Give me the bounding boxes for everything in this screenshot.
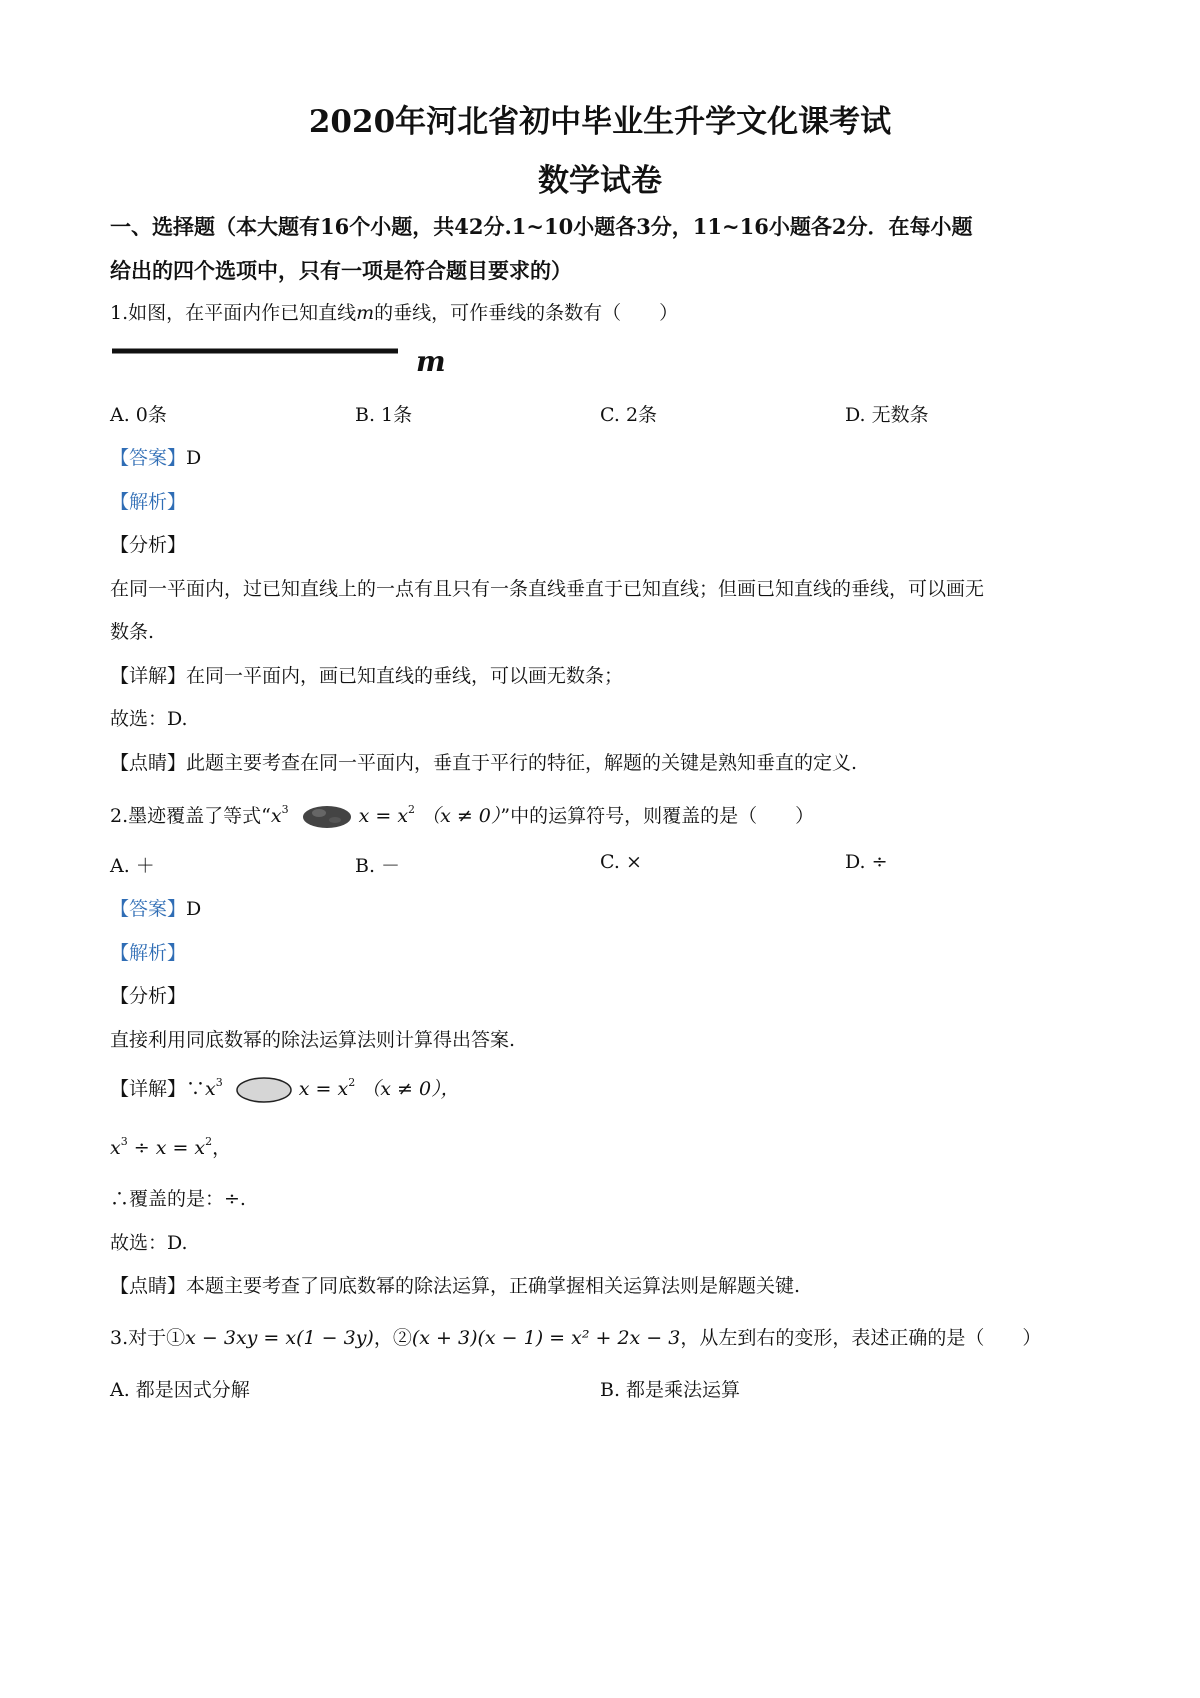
section-heading-line2: 给出的四个选项中，只有一项是符合题目要求的） [110, 258, 572, 283]
answer-value: D [186, 898, 202, 920]
q1-analysis-tag: 【解析】 [110, 491, 187, 513]
page-subtitle: 数学试卷 [538, 163, 662, 199]
q2-detail-prefix: 【详解】∵ [110, 1078, 206, 1100]
q2-calc: $x^3 \div x = x^2$， [110, 1135, 232, 1159]
q2-stem-before: 2.墨迹覆盖了等式“ [110, 805, 271, 827]
answer-value: D [186, 447, 202, 469]
page-title: 2020年河北省初中毕业生升学文化课考试 [308, 104, 892, 140]
section-heading-line1: 一、选择题（本大题有16个小题，共42分.1~10小题各3分，11~16小题各2分．在每小题 [110, 214, 973, 239]
q3-option-b: B. 都是乘法运算 [600, 1379, 741, 1401]
oval-blank-icon [235, 1076, 293, 1104]
q1-figure [110, 345, 446, 385]
q2-option-c: C. × [600, 851, 642, 873]
ink-blot-icon [301, 804, 353, 830]
q2-answer [110, 894, 201, 921]
q2-stem [110, 801, 814, 830]
q3-stem [110, 1323, 1041, 1350]
answer-tag: 【答案】 [110, 898, 187, 920]
q1-option-b: B. 1条 [355, 404, 413, 426]
q2-analysis-tag: 【解析】 [110, 942, 187, 964]
q2-x3: $x^3$ [270, 803, 289, 827]
q1-comment: 【点睛】此题主要考查在同一平面内，垂直于平行的特征，解题的关键是熟知垂直的定义. [110, 752, 858, 774]
q2-detail-x3: $x^3$ [205, 1076, 223, 1100]
q3-expr1: x − 3xy = x(1 − 3y) [185, 1327, 374, 1349]
line-label: m [416, 345, 446, 378]
q2-eq: $x = x^2$ [358, 803, 416, 827]
q3-expr2: (x + 3)(x − 1) = x² + 2x − 3 [411, 1327, 681, 1349]
q1-detail: 【详解】在同一平面内，画已知直线的垂线，可以画无数条； [110, 665, 624, 687]
q2-fenxi-tag: 【分析】 [110, 985, 187, 1007]
q1-option-d: D. 无数条 [845, 404, 929, 426]
q1-fenxi-line2: 数条. [110, 621, 155, 643]
q2-detail [110, 1074, 460, 1104]
q3-stem-b: ，② [373, 1327, 412, 1349]
q2-option-a: A. ＋ [110, 855, 155, 877]
q1-option-c: C. 2条 [600, 404, 658, 426]
q2-detail-cond: （x ≠ 0）， [361, 1078, 460, 1100]
q2-option-b: B. － [355, 855, 401, 877]
q3-stem-c: ，从左到右的变形，表述正确的是（ ） [680, 1327, 1042, 1349]
answer-tag: 【答案】 [110, 447, 187, 469]
q1-fenxi-line1: 在同一平面内，过已知直线上的一点有且只有一条直线垂直于已知直线；但画已知直线的垂线，可以画无 [110, 578, 985, 600]
q2-therefore: ∴覆盖的是：÷. [110, 1188, 246, 1210]
q3-option-a: A. 都是因式分解 [110, 1379, 250, 1401]
line-m-figure [110, 345, 430, 385]
q1-stem: 1.如图，在平面内作已知直线𝑚的垂线，可作垂线的条数有（ ） [110, 302, 679, 324]
q2-detail-eq: $x = x^2$ [298, 1076, 356, 1100]
q2-option-d: D. ÷ [845, 851, 888, 873]
q2-cond: （x ≠ 0） [421, 805, 501, 827]
q1-answer [110, 443, 201, 470]
q2-fenxi-line: 直接利用同底数幂的除法运算法则计算得出答案. [110, 1029, 516, 1051]
q2-stem-after: ”中的运算符号，则覆盖的是（ ） [500, 805, 815, 827]
q1-choose: 故选：D. [110, 708, 188, 730]
q1-fenxi-tag: 【分析】 [110, 534, 187, 556]
q2-choose: 故选：D. [110, 1232, 188, 1254]
q3-stem-a: 3.对于① [110, 1327, 186, 1349]
q2-comment: 【点睛】本题主要考查了同底数幂的除法运算，正确掌握相关运算法则是解题关键. [110, 1275, 801, 1297]
q1-option-a: A. 0条 [110, 404, 167, 426]
